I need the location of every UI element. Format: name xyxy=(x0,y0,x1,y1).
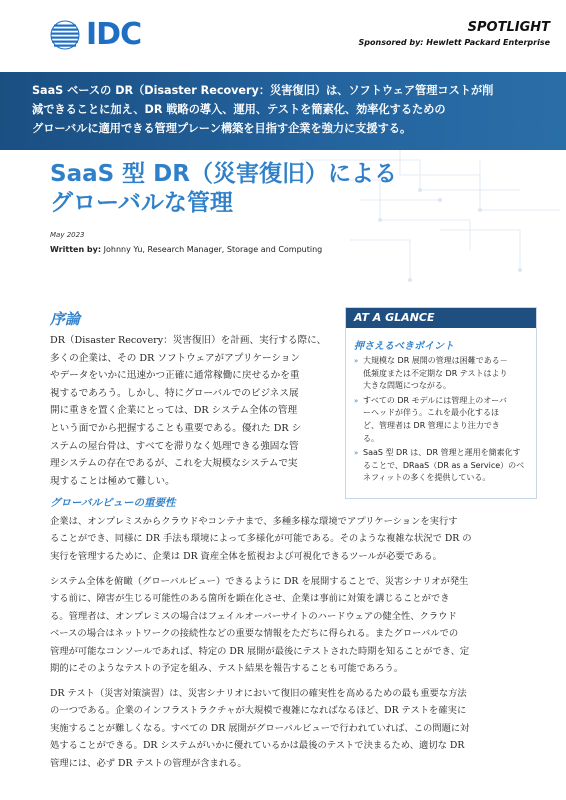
intro-line: やデータをいかに迅速かつ正確に通常稼働に戻せるかを重 xyxy=(50,370,300,382)
glance-item-line: る。 xyxy=(363,433,379,443)
body-line: システム全体を俯瞰（グローバルビュー）できるように DR を展開することで、災害シナリオが発生 xyxy=(50,576,469,587)
publish-date: May 2023 xyxy=(50,231,85,239)
body-line: 管理が可能なコンソールであれば、特定の DR 展開が最後にテストされた時期を知ることができ、定 xyxy=(50,645,470,657)
intro-line: 現することは極めて難しい。 xyxy=(50,475,175,487)
glance-title: AT A GLANCE xyxy=(346,308,536,328)
glance-item xyxy=(354,447,528,485)
byline-label: Written by: xyxy=(50,245,102,254)
glance-item xyxy=(354,355,528,393)
glance-subtitle: 押さえるべきポイント xyxy=(354,341,454,352)
bullet-icon: » xyxy=(354,449,359,458)
byline xyxy=(50,245,322,254)
bullet-icon: » xyxy=(354,396,359,405)
intro-line: DR（Disaster Recovery：災害復旧）を計画、実行する際に、 xyxy=(50,335,327,346)
glance-list xyxy=(346,355,536,485)
at-a-glance-box xyxy=(345,307,537,499)
intro-line: ステムの屋台骨は、すべてを滞りなく処理できる強固な管 xyxy=(50,440,299,452)
body-line: 処することができる。DR システムがいかに優れているかは最後のテストで決まるため、適切な DR xyxy=(50,740,465,752)
intro-line: 多くの企業は、その DR ソフトウェアがアプリケーション xyxy=(50,352,300,364)
body-line: る。管理者は、オンプレミスの場合はフェイルオーバーサイトのハードウェアの健全性、クラウド xyxy=(50,610,457,622)
intro-line: 理システムの存在であるが、これを大規模なシステムで実 xyxy=(50,458,298,470)
body-paragraph xyxy=(50,573,537,677)
glance-item-line: ることで、DRaaS（DR as a Service）のベ xyxy=(363,460,525,470)
title-line: グローバルな管理 xyxy=(50,190,233,216)
bullet-icon: » xyxy=(354,357,359,365)
banner-line: 減できることに加え、DR 戦略の導入、運用、テストを簡素化、効率化するための xyxy=(32,103,446,116)
body-paragraph xyxy=(50,685,537,772)
author: Johnny Yu, Research Manager, Storage and Computing xyxy=(101,245,323,254)
glance-item-line: ーヘッドが伴う。これを最小化するほ xyxy=(363,408,499,418)
intro-line: という面でから把握することも重要である。優れた DR シ xyxy=(50,422,302,434)
sponsor-line: Sponsored by: Hewlett Packard Enterprise xyxy=(358,38,550,47)
body-line: の一つである。企業のインフラストラクチャが大規模で複雑になればなるほど、DR テストを確実に xyxy=(50,705,467,717)
intro-line: 開に重きを置く企業にとっては、DR システム全体の管理 xyxy=(50,405,298,417)
glance-item-line: 大規模な DR 展開の管理は困難である－ xyxy=(363,356,508,365)
intro-heading: 序論 xyxy=(50,310,81,328)
idc-logo xyxy=(50,17,142,52)
spotlight-block xyxy=(359,20,550,47)
banner-text xyxy=(32,81,537,138)
intro-paragraph xyxy=(50,332,334,490)
body-line: 期的にそのようなテストの予定を組み、テスト結果を報告することも可能であろう。 xyxy=(50,663,404,675)
banner-line: グローバルに適用できる管理プレーン構築を目指す企業を強力に支援する。 xyxy=(32,122,412,135)
body-line: ることができ、同様に DR 手法も環境によって多様化が可能である。そのような複雑な状況で DR の xyxy=(50,533,472,545)
title-line: SaaS 型 DR（災害復旧）による xyxy=(50,161,397,187)
intro-line: 視するであろう。しかし、特にグローバルでのビジネス展 xyxy=(50,387,299,399)
glance-item-line: ネフィットの多くを提供している。 xyxy=(363,473,491,483)
body-line: DR テスト（災害対策演習）は、災害シナリオにおいて復旧の確実性を高めるための最も重要な方法 xyxy=(50,688,467,699)
glance-item-line: 大きな問題につながる。 xyxy=(363,381,451,391)
header xyxy=(0,0,566,72)
banner-line: SaaS ベースの DR（Disaster Recovery：災害復旧）は、ソフトウェア管理コストが削 xyxy=(32,84,494,97)
body-line: 管理には、必ず DR テストの管理が含まれる。 xyxy=(50,757,247,769)
body-line: 企業は、オンプレミスからクラウドやコンテナまで、多種多様な環境でアプリケーションを実行す xyxy=(50,516,458,527)
glance-item-line: すべての DR モデルには管理上のオーバ xyxy=(363,395,507,405)
globe-icon xyxy=(50,20,80,50)
page-title xyxy=(50,160,530,218)
body-line: する前に、障害が生じる可能性のある箇所を顕在化させ、企業は事前に対策を講じることができ xyxy=(50,593,450,605)
body-paragraph xyxy=(50,513,537,565)
glance-item-line: ど、管理者は DR 管理により注力でき xyxy=(363,420,500,430)
summary-banner xyxy=(0,72,566,150)
glance-item-line: SaaS 型 DR は、DR 管理と運用を簡素化す xyxy=(363,448,521,458)
logo-text: IDC xyxy=(86,17,142,52)
spotlight-label: SPOTLIGHT xyxy=(467,20,550,35)
body-line: 実行を管理するために、企業は DR 資産全体を監視および可視化できるツールが必要である。 xyxy=(50,550,442,562)
section-heading: グローバルビューの重要性 xyxy=(50,497,176,509)
glance-item-line: 低頻度または不定期な DR テストはより xyxy=(363,368,508,378)
body-line: 実施することが難しくなる。すべての DR 展開がグローバルビューで行われていれば、この問題に対 xyxy=(50,722,470,734)
glance-item xyxy=(354,395,528,445)
body-line: ベースの場合はネットワークの接続性などの重要な情報をただちに得られる。またグローバルでの xyxy=(50,628,459,640)
